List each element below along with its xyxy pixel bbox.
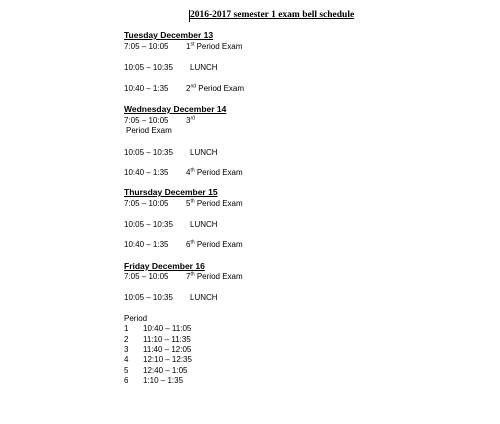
time-range: 10:05 – 10:35	[124, 63, 173, 72]
time-range: 10:05 – 10:35	[124, 148, 173, 157]
row-label: 6th Period Exam	[186, 239, 243, 249]
wrapped-label: Period Exam	[126, 126, 172, 135]
period-time-range: 11:40 – 12:05	[143, 345, 192, 354]
period-time-range: 10:40 – 11:05	[143, 324, 192, 333]
period-number: 1	[124, 324, 129, 333]
row-label: 2nd Period Exam	[186, 83, 245, 93]
time-range: 7:05 – 10:05	[124, 42, 169, 51]
time-range: 7:05 – 10:05	[124, 272, 169, 281]
row-label: LUNCH	[190, 63, 218, 72]
row-label: 5th Period Exam	[186, 198, 243, 208]
period-time-range: 1:10 – 1:35	[143, 376, 184, 385]
page-title: 2016-2017 semester 1 exam bell schedule	[190, 10, 355, 20]
period-number: 3	[124, 345, 129, 354]
time-range: 10:40 – 1:35	[124, 168, 169, 177]
period-number: 5	[124, 366, 129, 375]
time-range: 7:05 – 10:05	[124, 116, 169, 125]
day-heading-wednesday: Wednesday December 14	[124, 104, 227, 114]
time-range: 7:05 – 10:05	[124, 199, 169, 208]
time-range: 10:05 – 10:35	[124, 293, 173, 302]
row-label: 3rd	[186, 115, 195, 125]
row-label: 7th Period Exam	[186, 271, 243, 281]
row-label: LUNCH	[190, 293, 218, 302]
row-label: 1st Period Exam	[186, 41, 243, 51]
period-number: 2	[124, 335, 129, 344]
period-time-range: 12:40 – 1:05	[143, 366, 188, 375]
period-table-label: Period	[124, 314, 148, 323]
time-range: 10:40 – 1:35	[124, 84, 169, 93]
day-heading-tuesday: Tuesday December 13	[124, 30, 214, 40]
row-label: LUNCH	[190, 220, 218, 229]
day-heading-friday: Friday December 16	[124, 261, 205, 271]
time-range: 10:05 – 10:35	[124, 220, 173, 229]
period-time-range: 11:10 – 11:35	[143, 335, 191, 344]
period-number: 6	[124, 376, 129, 385]
day-heading-thursday: Thursday December 15	[124, 187, 218, 197]
row-label: LUNCH	[190, 148, 218, 157]
period-number: 4	[124, 355, 129, 364]
row-label: 4th Period Exam	[186, 167, 243, 177]
time-range: 10:40 – 1:35	[124, 240, 169, 249]
period-time-range: 12:10 – 12:35	[143, 355, 192, 364]
